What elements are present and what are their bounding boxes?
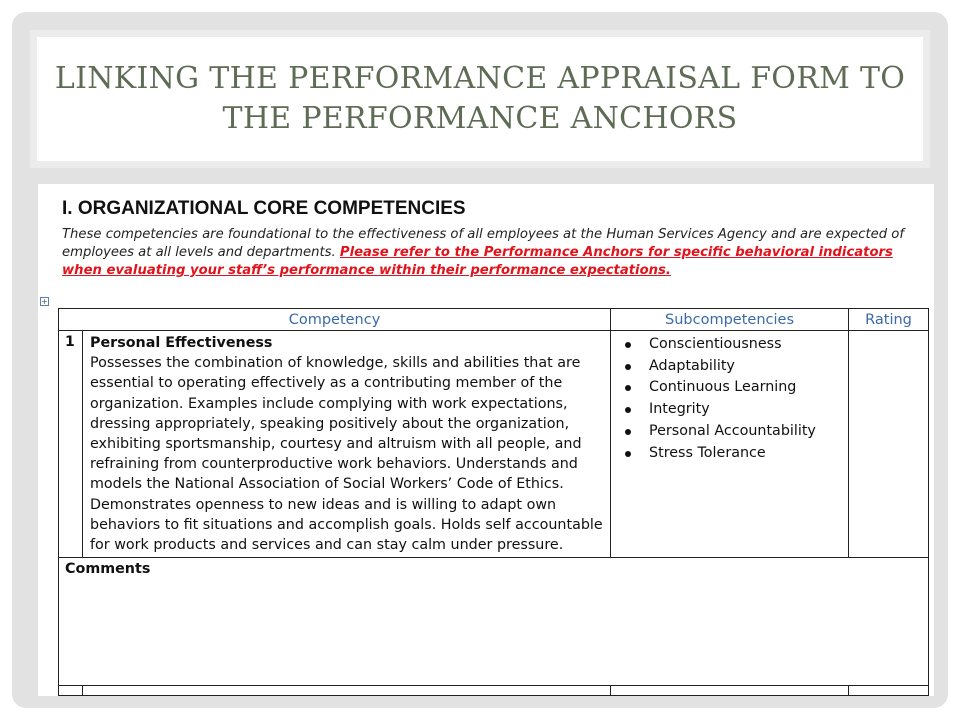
subcompetencies-cell [611, 331, 849, 558]
table-row [59, 331, 929, 558]
partial-cell [611, 686, 849, 696]
bullet-icon [625, 407, 631, 413]
intro-highlight: Please refer to the Performance Anchors for specific behavioral indicators when evaluating your staff’s performance within their performance expectations. [62, 245, 893, 278]
bullet-icon [625, 451, 631, 457]
partial-cell [849, 686, 929, 696]
subcompetency-label: Integrity [649, 401, 710, 418]
header-subcompetencies: Subcompetencies [611, 309, 849, 331]
title-box [30, 30, 930, 168]
intro-text: These competencies are foundational to the effectiveness of all employees at the Human Services Agency and are expected of employees at all levels and departments. [62, 227, 905, 260]
list-item [619, 421, 842, 443]
list-item [619, 443, 842, 465]
rating-cell[interactable] [849, 331, 929, 558]
bullet-icon [625, 385, 631, 391]
subcompetency-label: Conscientiousness [649, 336, 782, 352]
row-number: 1 [59, 331, 83, 558]
bullet-icon [625, 429, 631, 435]
list-item [619, 334, 842, 356]
intro-paragraph [62, 226, 922, 280]
slide-title: LINKING THE PERFORMANCE APPRAISAL FORM TO THE PERFORMANCE ANCHORS [54, 61, 906, 136]
partial-cell [83, 686, 611, 696]
bullet-icon [625, 364, 631, 370]
comments-label: Comments [65, 561, 151, 578]
competency-name: Personal Effectiveness [90, 335, 273, 351]
competency-table [58, 308, 929, 696]
subcompetency-label: Continuous Learning [649, 379, 797, 396]
table-header-row [59, 309, 929, 331]
document-image [38, 184, 934, 696]
header-rating: Rating [849, 309, 929, 331]
partial-cell [59, 686, 83, 696]
comments-cell[interactable] [59, 558, 929, 686]
list-item [619, 356, 842, 378]
comments-row [59, 558, 929, 686]
competency-cell [83, 331, 611, 558]
subcompetency-label: Stress Tolerance [649, 444, 766, 461]
list-item [619, 377, 842, 399]
bullet-icon [625, 342, 631, 348]
list-item [619, 399, 842, 421]
subcompetency-label: Adaptability [649, 357, 735, 374]
table-move-handle-icon[interactable]: + [41, 297, 48, 306]
section-heading: I. ORGANIZATIONAL CORE COMPETENCIES [62, 198, 466, 219]
competency-description: Possesses the combination of knowledge, skills and abilities that are essential to operating effectively as a contributing member of the organization. Examples include complying with work expectations, dressing appropriately, speaking positively about the organization, exhibiting sportsmanship, courtesy and altruism with all people, and refraining from counterproductive work behaviors. Understands and models the National Association of Social Workers’ Code of Ethics. Demonstrates openness to new ideas and is willing to adapt own behaviors to fit situations and accomplish goals. Holds self accountable for work products and services and can stay calm under pressure. [90, 355, 603, 554]
document-content [38, 184, 934, 696]
table-row-partial [59, 686, 929, 696]
subcompetencies-list [619, 334, 842, 464]
subcompetency-label: Personal Accountability [649, 422, 816, 439]
header-competency: Competency [59, 309, 611, 331]
